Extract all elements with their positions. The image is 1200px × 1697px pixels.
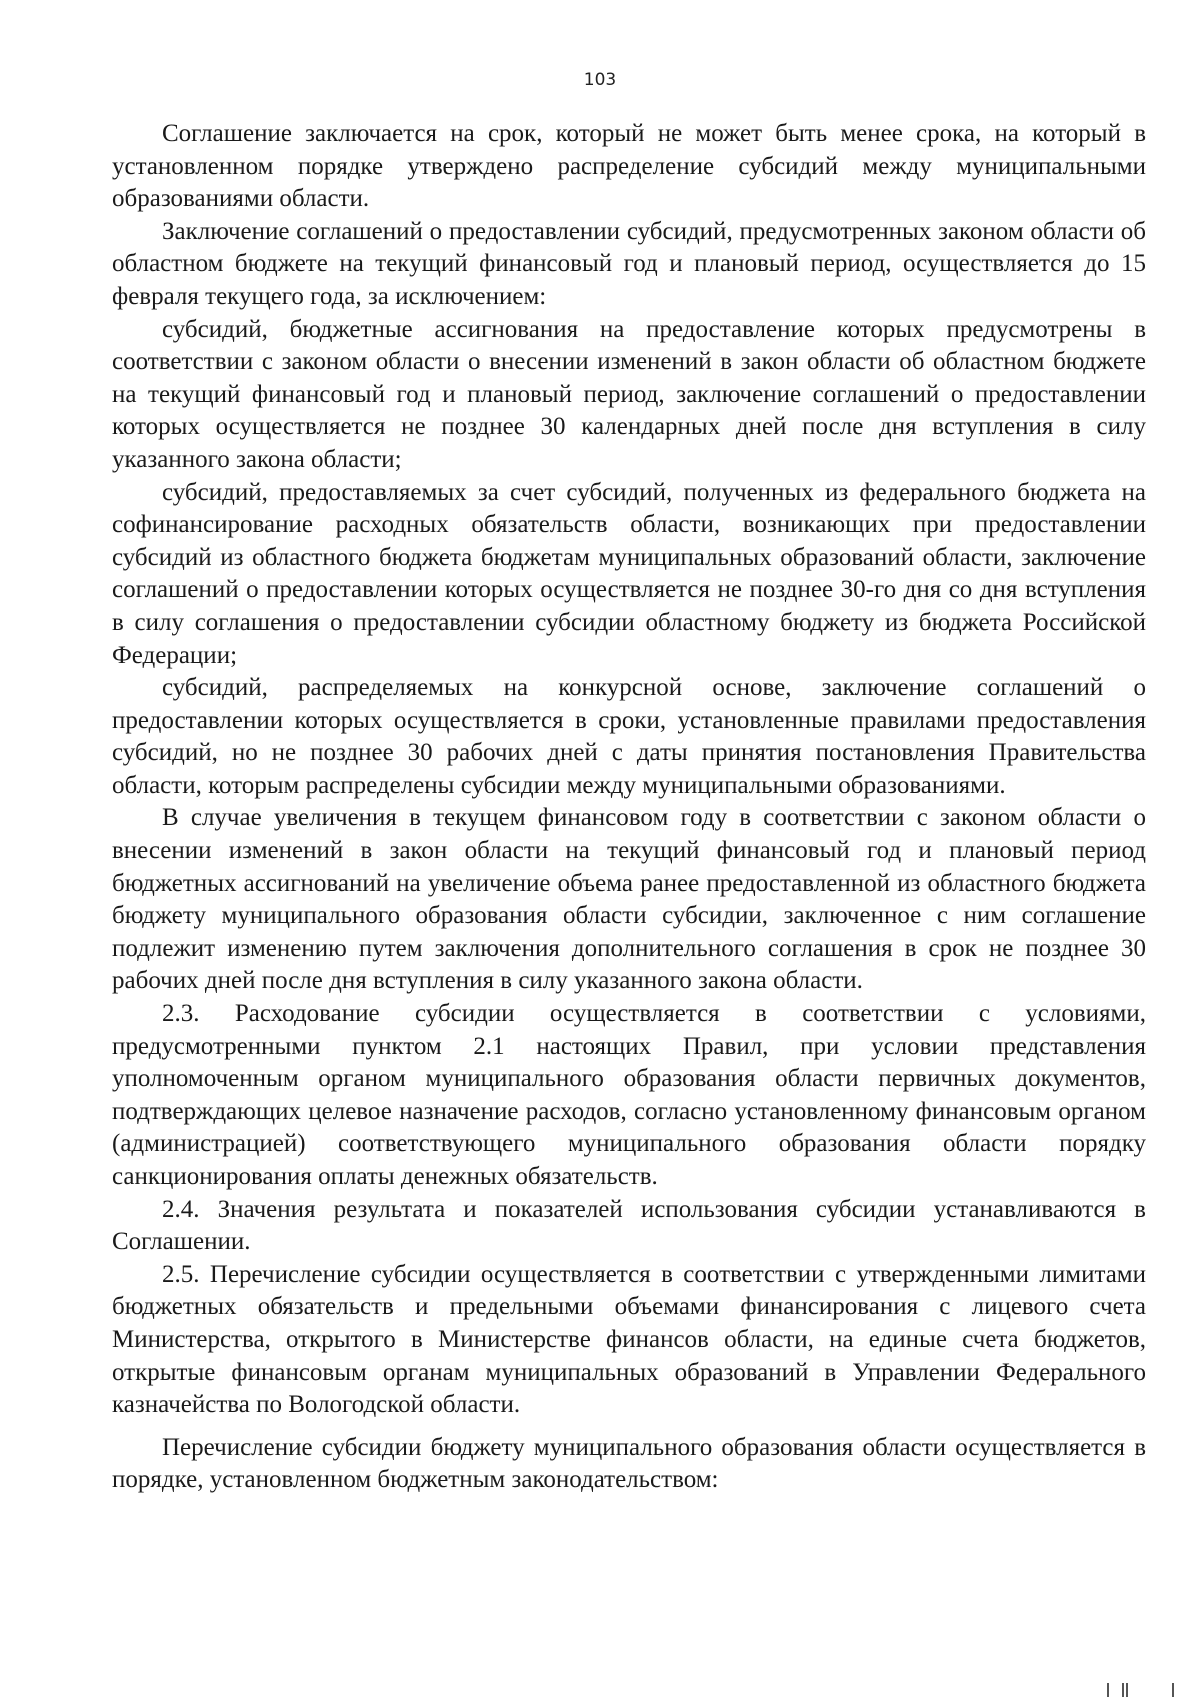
scan-artifact-mark <box>1172 1683 1174 1697</box>
paragraph-subsidy-increase: В случае увеличения в текущем финансовом году в соответствии с законом области о внесении изменений в закон области на текущий финансовый год и плановый период бюджетных ассигнований на увеличение объема ранее предоставленной из областного бюджета бюджету муниципального образования области субсидии, заключенное с ним соглашение подлежит изменению путем заключения дополнительного соглашения в срок не позднее 30 рабочих дней после дня вступления в силу указанного закона области. <box>112 804 1146 995</box>
paragraph-section-2-4: 2.4. Значения результата и показателей использования субсидии устанавливаются в Соглашении. <box>112 1195 1146 1256</box>
scan-artifact-mark <box>1122 1683 1124 1697</box>
paragraph-section-2-3: 2.3. Расходование субсидии осуществляется в соответствии с условиями, предусмотренными пунктом 2.1 настоящих Правил, при условии представления уполномоченным органом муниципального образования области первичных документов, подтверждающих целевое назначение расходов, согласно установленному финансовым органом (администрацией) соответствующего муниципального образования области порядку санкционирования оплаты денежных обязательств. <box>112 1000 1146 1190</box>
document-body <box>112 118 1146 1497</box>
paragraph-exception-competitive: субсидий, распределяемых на конкурсной основе, заключение соглашений о предоставлении которых осуществляется в сроки, установленные правилами предоставления субсидий, но не позднее 30 рабочих дней с даты принятия постановления Правительства области, которым распределены субсидии между муниципальными образованиями. <box>112 674 1146 799</box>
paragraph-exception-federal-subsidies: субсидий, предоставляемых за счет субсидий, полученных из федерального бюджета на софинансирование расходных обязательств области, возникающих при предоставлении субсидий из областного бюджета бюджетам муниципальных образований области, заключение соглашений о предоставлении которых осуществляется не позднее 30-го дня со дня вступления в силу соглашения о предоставлении субсидии областному бюджету из бюджета Российской Федерации; <box>112 478 1146 669</box>
scan-artifact-mark <box>1126 1683 1128 1697</box>
paragraph-section-2-5: 2.5. Перечисление субсидии осуществляется в соответствии с утвержденными лимитами бюджетных обязательств и предельными объемами финансирования с лицевого счета Министерства, открытого в Министерстве финансов области, на единые счета бюджетов, открытые финансовым органам муниципальных образований в Управлении Федерального казначейства по Вологодской области. <box>112 1260 1146 1419</box>
page-number: 103 <box>583 70 617 90</box>
paragraph-agreement-term: Соглашение заключается на срок, который не может быть менее срока, на который в установленном порядке утверждено распределение субсидий между муниципальными образованиями области. <box>112 120 1146 213</box>
paragraph-transfer-procedure: Перечисление субсидии бюджету муниципального образования области осуществляется в порядке, установленном бюджетным законодательством: <box>112 1433 1146 1494</box>
paragraph-exception-law-amendments: субсидий, бюджетные ассигнования на предоставление которых предусмотрены в соответствии с законом области о внесении изменений в закон области об областном бюджете на текущий финансовый год и плановый период, заключение соглашений о предоставлении которых осуществляется не позднее 30 календарных дней после дня вступления в силу указанного закона области; <box>112 315 1146 473</box>
paragraph-agreement-deadline: Заключение соглашений о предоставлении субсидий, предусмотренных законом области об областном бюджете на текущий финансовый год и плановый период, осуществляется до 15 февраля текущего года, за исключением: <box>112 217 1146 310</box>
scan-artifact-mark <box>1107 1683 1109 1697</box>
